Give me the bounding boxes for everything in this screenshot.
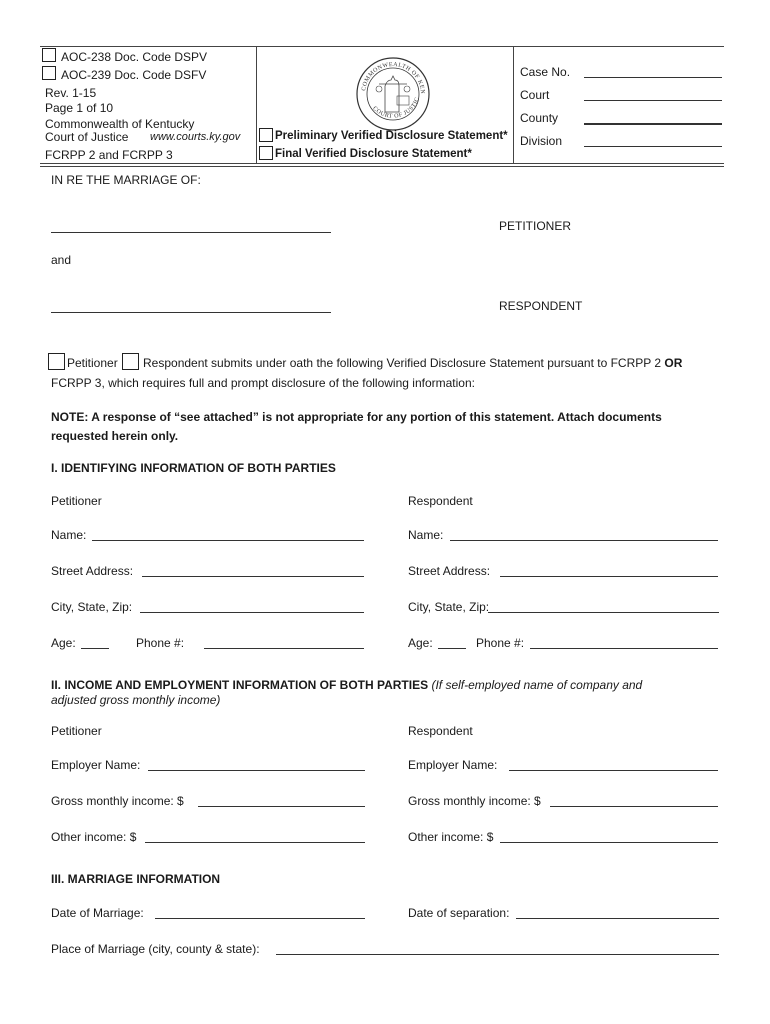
resp-other-input[interactable] [500,828,718,843]
resp-employer-input[interactable] [509,756,718,771]
pet-other-input[interactable] [145,828,365,843]
date-marriage-label: Date of Marriage: [51,906,144,920]
court-of-justice-label: Court of Justice [45,130,129,144]
date-marriage-input[interactable] [155,904,365,919]
division-label: Division [520,134,563,148]
pet-name-label: Name: [51,528,87,542]
note-line2: requested herein only. [51,429,179,443]
pet-city-label: City, State, Zip: [51,600,133,614]
date-separation-input[interactable] [516,904,719,919]
aoc-238-checkbox[interactable] [42,48,56,62]
resp-gross-input[interactable] [550,792,718,807]
pet-street-label: Street Address: [51,564,134,578]
and-label: and [51,253,72,267]
seal-top-text: COMMONWEALTH OF KEN [361,61,426,95]
petitioner-caption-label: PETITIONER [499,219,572,233]
resp-age-label: Age: [408,636,433,650]
pet-age-input[interactable] [81,634,109,649]
s2-petitioner-heading: Petitioner [51,724,102,738]
county-input[interactable] [584,109,722,125]
header-bottom-rule-1 [40,163,724,164]
resp-employer-label: Employer Name: [408,758,498,772]
resp-street-input[interactable] [500,562,718,577]
resp-city-label: City, State, Zip: [408,600,490,614]
case-no-input[interactable] [584,63,722,78]
preliminary-checkbox[interactable] [259,128,273,142]
respondent-name-input[interactable] [51,298,331,313]
oath-statement: Respondent submits under oath the following Verified Disclosure Statement pursuant to FCRPP 2 OR [143,356,683,370]
header-top-rule [40,46,724,47]
pet-phone-input[interactable] [204,634,364,649]
svg-text:COMMONWEALTH OF KENTUCKY [355,56,425,95]
note-line1: NOTE: A response of “see attached” is not appropriate for any portion of this statement. Attach documents [51,410,662,424]
pet-name-input[interactable] [92,526,364,541]
resp-gross-label: Gross monthly income: $ [408,794,541,808]
resp-phone-label: Phone #: [476,636,525,650]
resp-other-label: Other income: $ [408,830,494,844]
petitioner-name-input[interactable] [51,218,331,233]
final-checkbox[interactable] [259,146,273,160]
header-bottom-rule-2 [40,166,724,167]
oath-petitioner-label: Petitioner [67,356,118,370]
oath-respondent-checkbox[interactable] [122,353,139,370]
resp-name-label: Name: [408,528,444,542]
resp-name-input[interactable] [450,526,718,541]
s1-respondent-heading: Respondent [408,494,473,508]
resp-phone-input[interactable] [530,634,718,649]
s1-petitioner-heading: Petitioner [51,494,102,508]
court-input[interactable] [584,86,722,101]
resp-street-label: Street Address: [408,564,491,578]
seal-bottom-text: COURT OF JUSTIC [371,96,421,120]
section-1-title: I. IDENTIFYING INFORMATION OF BOTH PARTIES [51,461,336,475]
pet-street-input[interactable] [142,562,364,577]
pet-employer-input[interactable] [148,756,365,771]
oath-petitioner-checkbox[interactable] [48,353,65,370]
aoc-238-label: AOC-238 Doc. Code DSPV [61,50,208,64]
pet-age-label: Age: [51,636,76,650]
s2-respondent-heading: Respondent [408,724,473,738]
section-3-title: III. MARRIAGE INFORMATION [51,872,221,886]
oath-statement-line2: FCRPP 3, which requires full and prompt disclosure of the following information: [51,376,475,390]
resp-age-input[interactable] [438,634,466,649]
court-label: Court [520,88,550,102]
pet-employer-label: Employer Name: [51,758,141,772]
pet-other-label: Other income: $ [51,830,137,844]
website-link[interactable]: www.courts.ky.gov [150,131,241,143]
pet-city-input[interactable] [140,598,364,613]
preliminary-label: Preliminary Verified Disclosure Statement* [275,130,508,142]
division-input[interactable] [584,132,722,147]
county-label: County [520,111,559,125]
respondent-caption-label: RESPONDENT [499,299,583,313]
aoc-239-label: AOC-239 Doc. Code DSFV [61,68,207,82]
date-separation-label: Date of separation: [408,906,510,920]
final-label: Final Verified Disclosure Statement* [275,148,472,160]
pet-gross-label: Gross monthly income: $ [51,794,184,808]
resp-city-input[interactable] [488,598,719,613]
page-number: Page 1 of 10 [45,101,114,115]
section-2-note-line2: adjusted gross monthly income) [51,693,221,707]
place-marriage-label: Place of Marriage (city, county & state): [51,942,260,956]
place-marriage-input[interactable] [276,940,719,955]
kentucky-seal-logo [355,56,431,132]
section-2-title: II. INCOME AND EMPLOYMENT INFORMATION OF BOTH PARTIES (If self-employed name of company and [51,678,643,692]
rules-label: FCRPP 2 and FCRPP 3 [45,148,173,162]
aoc-239-checkbox[interactable] [42,66,56,80]
pet-phone-label: Phone #: [136,636,185,650]
revision-label: Rev. 1-15 [45,86,97,100]
in-re-label: IN RE THE MARRIAGE OF: [51,173,201,187]
header-divider-left [256,46,257,163]
header-divider-right [513,46,514,163]
case-no-label: Case No. [520,65,571,79]
pet-gross-input[interactable] [198,792,365,807]
commonwealth-label: Commonwealth of Kentucky [45,117,195,131]
